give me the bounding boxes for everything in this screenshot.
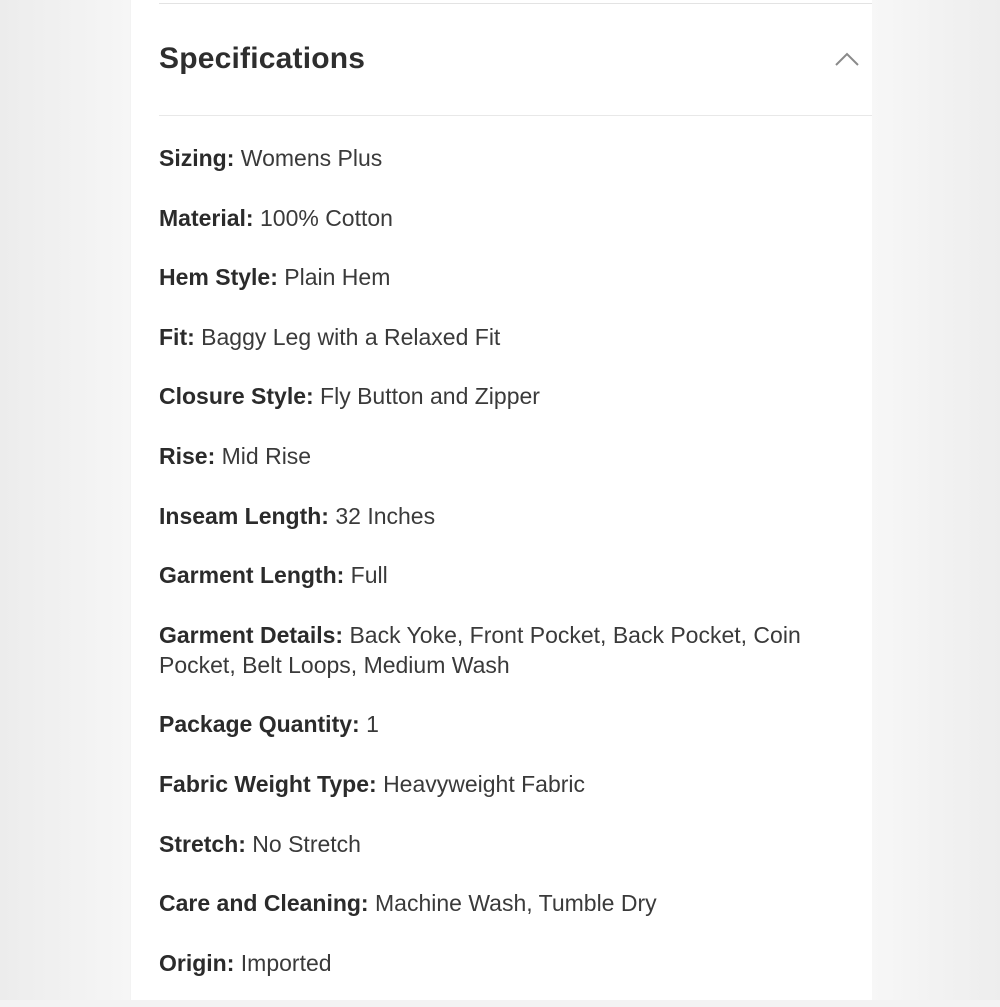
- spec-item: [159, 262, 859, 292]
- spec-label: Sizing:: [159, 145, 235, 171]
- header-divider: [159, 115, 872, 116]
- spec-label: Rise:: [159, 442, 216, 469]
- spec-item: [159, 203, 859, 233]
- spec-item: [159, 441, 859, 471]
- specifications-panel: [131, 0, 872, 1000]
- spec-value: 100% Cotton: [259, 204, 393, 231]
- spec-value: No Stretch: [252, 830, 361, 857]
- spec-item: [159, 381, 859, 411]
- spec-item: [159, 560, 859, 590]
- page-background-left: [0, 0, 130, 1000]
- spec-label: Origin:: [159, 949, 235, 976]
- spec-item: [159, 322, 859, 352]
- spec-value: Machine Wash, Tumble Dry: [375, 890, 657, 917]
- spec-value: Imported: [240, 949, 332, 976]
- spec-item: [159, 829, 859, 859]
- spec-value: Plain Hem: [284, 264, 391, 291]
- spec-value: Baggy Leg with a Relaxed Fit: [201, 323, 501, 350]
- spec-item: [159, 620, 859, 680]
- spec-value: Full: [350, 562, 388, 589]
- spec-value: 32 Inches: [335, 502, 436, 529]
- specifications-accordion-header[interactable]: [159, 0, 872, 116]
- spec-label: Garment Details:: [159, 621, 344, 648]
- spec-label: Material:: [159, 204, 254, 231]
- spec-label: Inseam Length:: [159, 502, 329, 529]
- spec-value: Mid Rise: [221, 442, 312, 469]
- spec-label: Fabric Weight Type:: [159, 770, 377, 797]
- spec-label: Hem Style:: [159, 264, 278, 291]
- spec-item: [159, 501, 859, 531]
- spec-value: 1: [366, 711, 379, 738]
- spec-value: Fly Button and Zipper: [320, 383, 540, 410]
- spec-label: Care and Cleaning:: [159, 890, 369, 917]
- spec-value: Heavyweight Fabric: [383, 770, 586, 797]
- spec-item: [159, 769, 859, 799]
- section-title: Specifications: [159, 42, 366, 75]
- spec-item: [159, 888, 859, 918]
- spec-list: [159, 143, 859, 1007]
- spec-item: [159, 143, 859, 173]
- spec-item: [159, 948, 859, 978]
- spec-label: Fit:: [159, 323, 195, 350]
- spec-label: Closure Style:: [159, 383, 314, 410]
- spec-value: Womens Plus: [240, 145, 383, 171]
- spec-item: [159, 709, 859, 739]
- spec-label: Stretch:: [159, 830, 246, 857]
- spec-label: Garment Length:: [159, 562, 345, 589]
- page-background-right: [872, 0, 1000, 1000]
- chevron-up-icon[interactable]: [834, 50, 860, 68]
- spec-value: Back Yoke, Front Pocket, Back Pocket, Coin Pocket, Belt Loops, Medium Wash: [159, 621, 801, 678]
- spec-label: Package Quantity:: [159, 711, 360, 738]
